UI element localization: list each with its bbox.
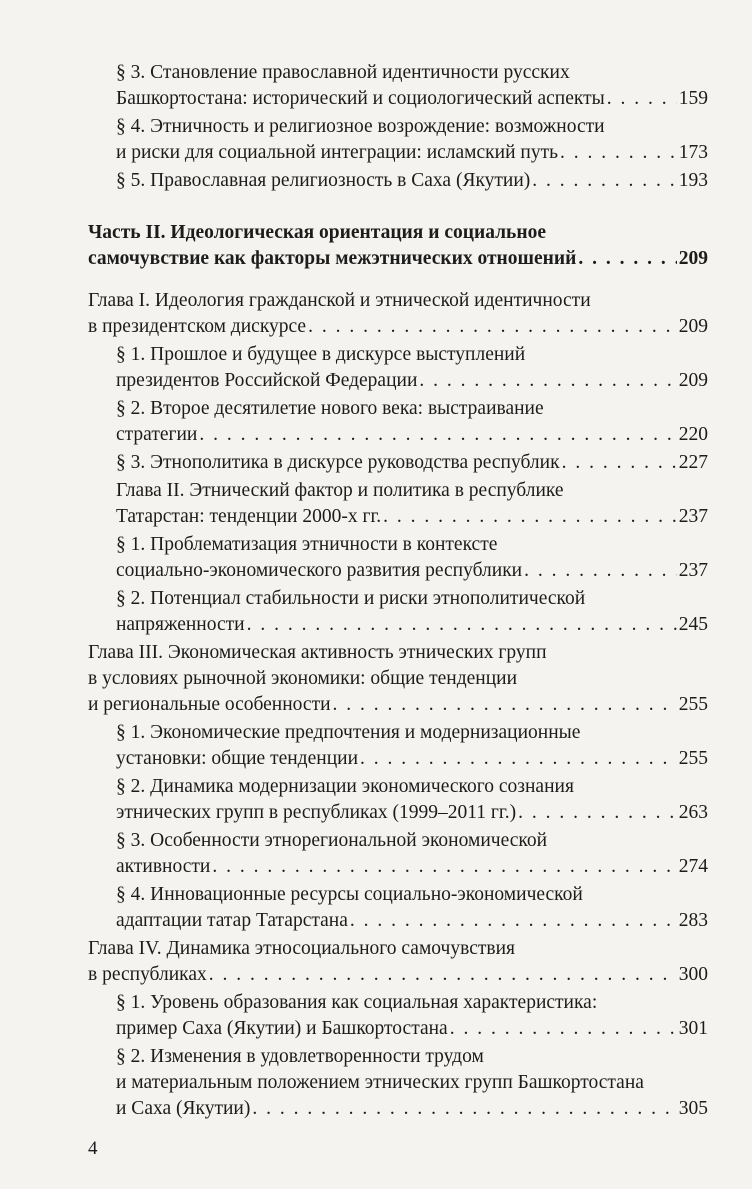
toc-entry-line: в президентском дискурсе bbox=[88, 316, 307, 337]
dot-leader bbox=[450, 1016, 677, 1042]
toc-page-number: 159 bbox=[678, 88, 708, 109]
toc-section[interactable] bbox=[88, 720, 708, 772]
dot-leader bbox=[252, 1096, 676, 1122]
toc-page-number: 237 bbox=[678, 560, 708, 581]
toc-section[interactable] bbox=[88, 990, 708, 1042]
toc-page-number: 274 bbox=[678, 856, 708, 877]
toc-page-number: 209 bbox=[678, 316, 708, 337]
toc-entry-line: и риски для социальной интеграции: исламский путь bbox=[116, 142, 558, 163]
toc-page-number: 255 bbox=[678, 694, 708, 715]
toc-entry-line: § 1. Экономические предпочтения и модернизационные bbox=[116, 722, 581, 743]
toc-section[interactable] bbox=[88, 586, 708, 638]
toc-page-number: 305 bbox=[678, 1098, 708, 1119]
toc-entry-line: § 2. Второе десятилетие нового века: выстраивание bbox=[116, 398, 544, 419]
toc-entry-line: § 1. Проблематизация этничности в контексте bbox=[116, 534, 498, 555]
toc-section[interactable] bbox=[88, 114, 708, 166]
dot-leader bbox=[419, 368, 676, 394]
toc-section[interactable] bbox=[88, 828, 708, 880]
toc-page-number: 237 bbox=[678, 506, 708, 527]
toc-entry-line: адаптации татар Татарстана bbox=[116, 910, 348, 931]
toc-entry-line: § 2. Динамика модернизации экономического сознания bbox=[116, 776, 574, 797]
table-of-contents bbox=[88, 60, 708, 1124]
toc-entry-line: и региональные особенности bbox=[88, 694, 331, 715]
toc-section[interactable] bbox=[88, 882, 708, 934]
toc-entry-line: президентов Российской Федерации bbox=[116, 370, 418, 391]
dot-leader bbox=[607, 86, 677, 112]
toc-page-number: 263 bbox=[678, 802, 708, 823]
toc-page-number: 220 bbox=[678, 424, 708, 445]
toc-section[interactable] bbox=[88, 168, 708, 194]
dot-leader bbox=[360, 746, 677, 772]
toc-entry-line: § 3. Этнополитика в дискурсе руководства республик bbox=[116, 452, 560, 473]
dot-leader bbox=[532, 168, 676, 194]
toc-page-number: 193 bbox=[678, 170, 708, 191]
toc-entry-line: и Саха (Якутии) bbox=[116, 1098, 251, 1119]
dot-leader bbox=[247, 612, 677, 638]
toc-entry-line: стратегии bbox=[116, 424, 198, 445]
dot-leader bbox=[524, 558, 677, 584]
toc-entry-line: Башкортостана: исторический и социологический аспекты bbox=[116, 88, 605, 109]
toc-entry-line: Глава III. Экономическая активность этнических групп bbox=[88, 642, 547, 663]
dot-leader bbox=[518, 800, 677, 826]
dot-leader bbox=[383, 504, 677, 530]
toc-chapter[interactable] bbox=[88, 288, 708, 340]
toc-chapter[interactable] bbox=[88, 640, 708, 718]
toc-page-number: 245 bbox=[678, 614, 708, 635]
toc-section[interactable] bbox=[88, 60, 708, 112]
toc-entry-line: § 1. Прошлое и будущее в дискурсе выступлений bbox=[116, 344, 526, 365]
toc-entry-line: этнических групп в республиках (1999–2011 гг.) bbox=[116, 802, 517, 823]
toc-entry-line: активности bbox=[116, 856, 211, 877]
toc-entry-line: § 4. Этничность и религиозное возрождение: возможности bbox=[116, 116, 605, 137]
toc-page-number: 209 bbox=[678, 370, 708, 391]
toc-entry-line: пример Саха (Якутии) и Башкортостана bbox=[116, 1018, 448, 1039]
dot-leader bbox=[333, 692, 677, 718]
toc-entry-line: § 3. Становление православной идентичности русских bbox=[116, 62, 570, 83]
toc-entry-line: самочувствие как факторы межэтнических отношений bbox=[88, 248, 577, 269]
dot-leader bbox=[578, 246, 676, 272]
toc-entry-line: Глава IV. Динамика этносоциального самочувствия bbox=[88, 938, 515, 959]
toc-page-number: 227 bbox=[678, 452, 708, 473]
toc-entry-line: установки: общие тенденции bbox=[116, 748, 358, 769]
toc-section[interactable] bbox=[88, 342, 708, 394]
toc-part[interactable] bbox=[88, 220, 708, 272]
dot-leader bbox=[350, 908, 677, 934]
toc-entry-line: напряженности bbox=[116, 614, 245, 635]
toc-section[interactable] bbox=[88, 532, 708, 584]
toc-page-number: 255 bbox=[678, 748, 708, 769]
toc-entry-line: Часть II. Идеологическая ориентация и социальное bbox=[88, 222, 547, 243]
toc-entry-line: § 3. Особенности этнорегиональной экономической bbox=[116, 830, 548, 851]
toc-page-number: 209 bbox=[678, 248, 708, 269]
dot-leader bbox=[199, 422, 676, 448]
toc-entry-line: § 2. Изменения в удовлетворенности трудом bbox=[116, 1046, 484, 1067]
dot-leader bbox=[560, 140, 677, 166]
toc-section[interactable] bbox=[88, 774, 708, 826]
toc-chapter[interactable] bbox=[88, 936, 708, 988]
toc-entry-line: § 5. Православная религиозность в Саха (Якутии) bbox=[116, 170, 531, 191]
toc-entry-line: социально-экономического развития республики bbox=[116, 560, 523, 581]
toc-page-number: 173 bbox=[678, 142, 708, 163]
toc-entry-line: Глава II. Этнический фактор и политика в республике bbox=[116, 480, 564, 501]
toc-section[interactable] bbox=[88, 1044, 708, 1122]
toc-entry-line: в условиях рыночной экономики: общие тенденции bbox=[88, 668, 518, 689]
toc-entry-line: § 1. Уровень образования как социальная характеристика: bbox=[116, 992, 598, 1013]
dot-leader bbox=[562, 450, 677, 476]
toc-entry-line: в республиках bbox=[88, 964, 207, 985]
toc-page-number: 283 bbox=[678, 910, 708, 931]
toc-page-number: 301 bbox=[678, 1018, 708, 1039]
page-number: 4 bbox=[88, 1138, 98, 1159]
dot-leader bbox=[209, 962, 677, 988]
dot-leader bbox=[308, 314, 677, 340]
toc-section[interactable] bbox=[88, 450, 708, 476]
toc-entry-line: § 4. Инновационные ресурсы социально-экономической bbox=[116, 884, 583, 905]
toc-entry-line: Глава I. Идеология гражданской и этнической идентичности bbox=[88, 290, 591, 311]
toc-section[interactable] bbox=[88, 478, 708, 530]
dot-leader bbox=[212, 854, 676, 880]
toc-entry-line: § 2. Потенциал стабильности и риски этнополитической bbox=[116, 588, 586, 609]
toc-section[interactable] bbox=[88, 396, 708, 448]
toc-page-number: 300 bbox=[678, 964, 708, 985]
toc-entry-line: Татарстан: тенденции 2000-х гг. bbox=[116, 506, 382, 527]
toc-entry-line: и материальным положением этнических групп Башкортостана bbox=[116, 1072, 644, 1093]
